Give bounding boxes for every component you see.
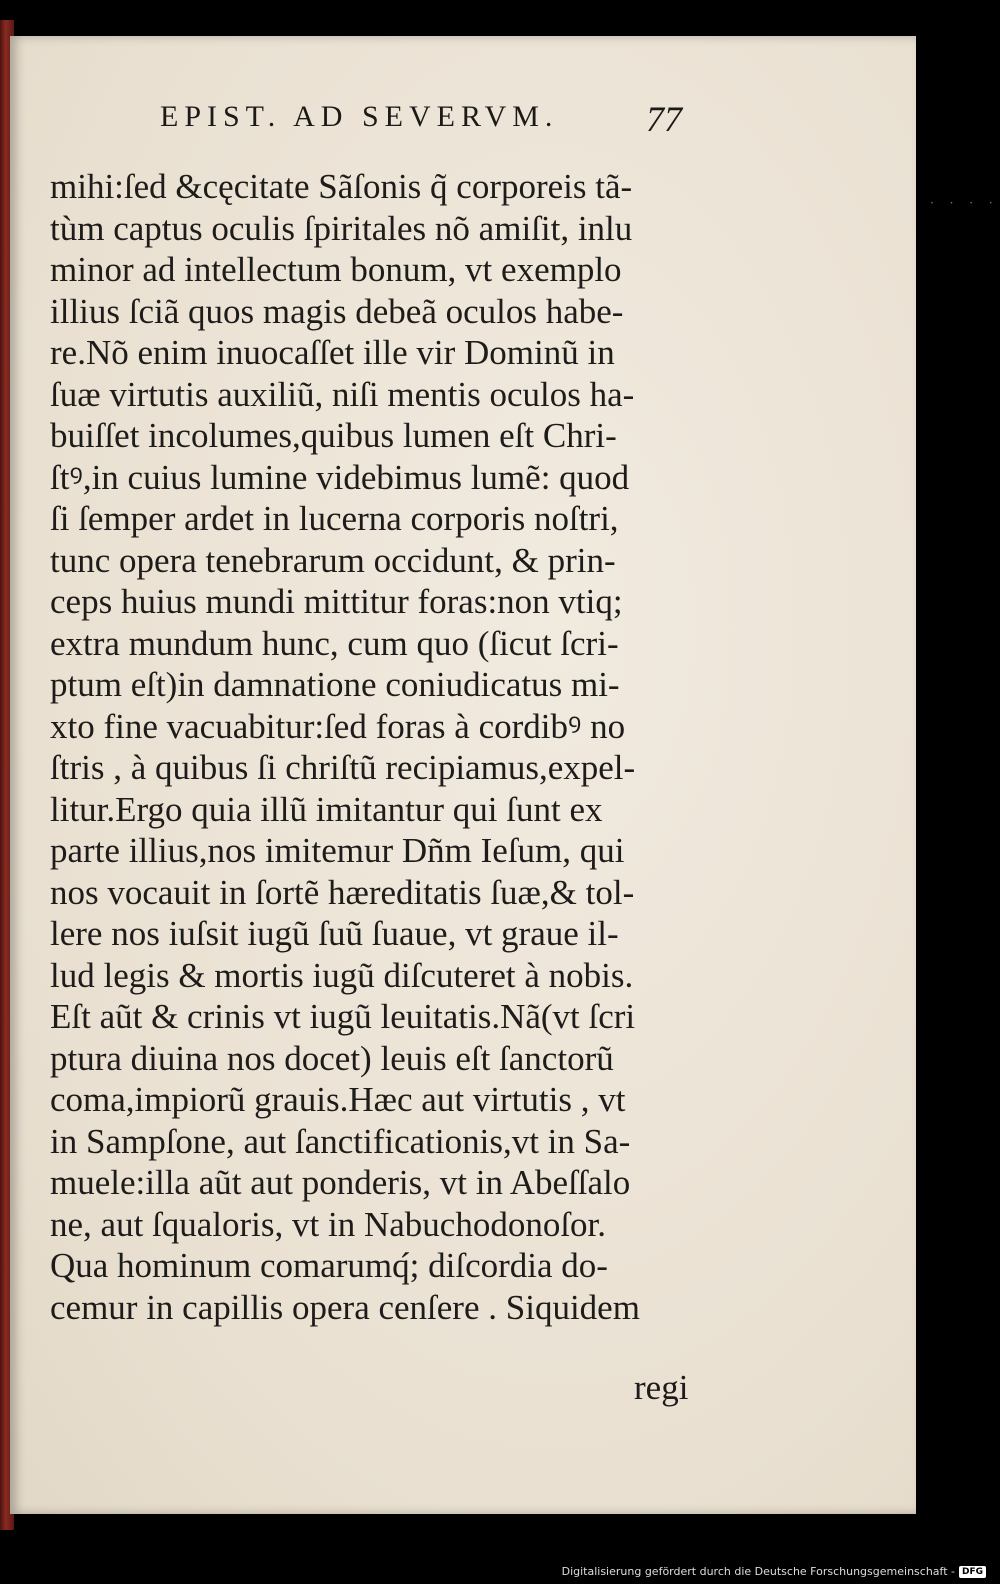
text-line: extra mundum hunc, cum quo (ſicut ſcri-	[50, 623, 619, 663]
text-line: muele:illa aũt aut ponderis, vt in Abeſſalo	[50, 1163, 631, 1202]
catchword: regi	[634, 1368, 689, 1407]
text-line: lere nos iuſsit iugũ ſuũ ſuaue, vt graue il-	[50, 914, 619, 953]
text-line: buiſſet incolumes,quibus lumen eſt Chri-	[50, 416, 617, 455]
text-line: lud legis & mortis iugũ diſcuteret à nobis.	[50, 955, 634, 995]
text-line: ptura diuina nos docet) leuis eſt ſanctorũ	[50, 1038, 614, 1078]
running-head: EPIST. AD SEVERVM.	[160, 100, 559, 133]
text-line: re.Nõ enim inuocaſſet ille vir Dominũ in	[50, 333, 615, 372]
text-line: ſtꝰ,in cuius lumine videbimus lumẽ: quod	[50, 457, 630, 497]
body-text	[50, 166, 730, 1328]
book-page	[10, 36, 916, 1514]
text-line: tùm captus oculis ſpiritales nõ amiſit, inlu	[50, 208, 633, 248]
scan-artifact-dots: · · · ·	[930, 196, 999, 210]
text-line: Eſt aũt & crinis vt iugũ leuitatis.Nã(vt ſcri	[50, 997, 636, 1036]
text-line: mihi:ſed &cęcitate Sãſonis q̃ corporeis tã-	[50, 167, 633, 206]
text-line: ſtris , à quibus ſi chriſtũ recipiamus,expel-	[50, 748, 636, 787]
text-line: ſuæ virtutis auxiliũ, niſi mentis oculos ha-	[50, 374, 635, 414]
text-line: ptum eſt)in damnatione coniudicatus mi-	[50, 665, 620, 704]
text-line: coma,impiorũ grauis.Hæc aut virtutis , vt	[50, 1080, 626, 1119]
text-line: xto fine vacuabitur:ſed foras à cordibꝰ no	[50, 706, 626, 746]
text-line: Qua hominum comarumq́; diſcordia do-	[50, 1246, 608, 1285]
text-line: ceps huius mundi mittitur foras:non vtiq;	[50, 582, 623, 621]
footer-credit	[562, 1565, 986, 1578]
page-number: 77	[646, 99, 682, 139]
footer-text: Digitalisierung gefördert durch die Deutsche Forschungsgemeinschaft -	[561, 1565, 955, 1578]
text-line: tunc opera tenebrarum occidunt, & prin-	[50, 540, 616, 580]
text-line: cemur in capillis opera cenſere . Siquidem	[50, 1287, 640, 1327]
text-line: ſi ſemper ardet in lucerna corporis noſtri,	[50, 499, 619, 538]
text-line: illius ſciã quos magis debeã oculos habe-	[50, 291, 624, 331]
dfg-logo-icon: DFG	[959, 1566, 986, 1578]
text-line: ne, aut ſqualoris, vt in Nabuchodonoſor.	[50, 1204, 607, 1244]
text-line: litur.Ergo quia illũ imitantur qui ſunt ex	[50, 789, 603, 829]
text-line: in Sampſone, aut ſanctificationis,vt in Sa-	[50, 1121, 631, 1161]
text-line: parte illius,nos imitemur Dñm Ieſum, qui	[50, 831, 625, 870]
text-line: minor ad intellectum bonum, vt exemplo	[50, 250, 622, 289]
text-line: nos vocauit in ſortẽ hæreditatis ſuæ,& tol-	[50, 872, 635, 912]
